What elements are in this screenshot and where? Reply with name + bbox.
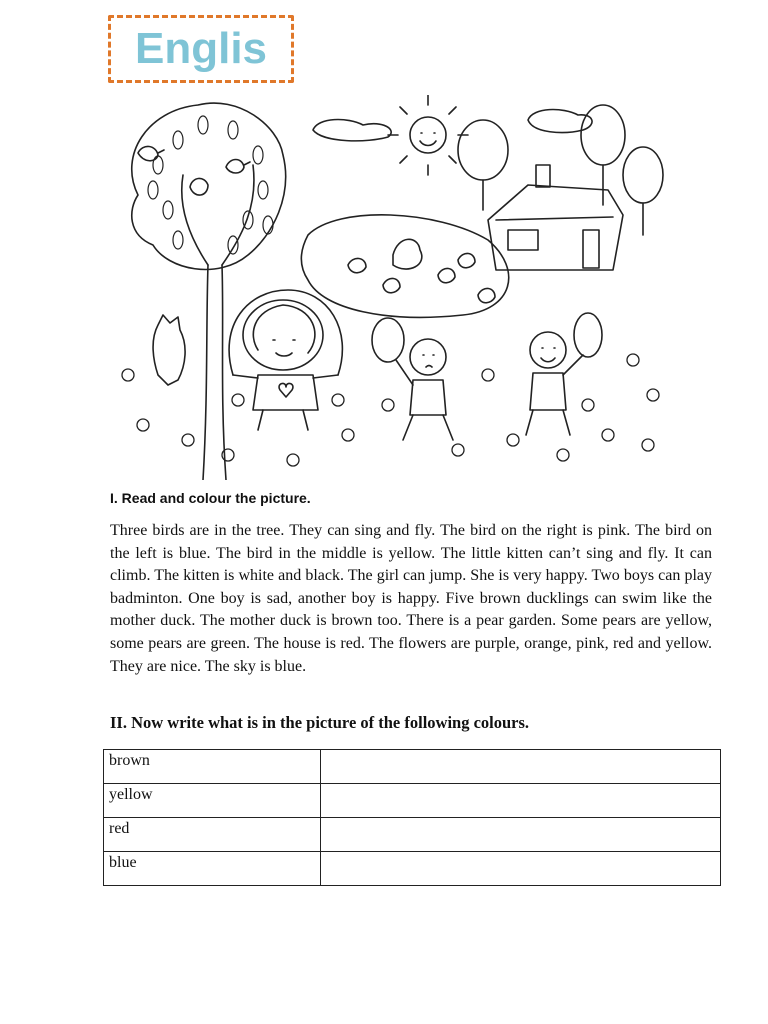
section1-heading: I. Read and colour the picture. bbox=[110, 490, 311, 506]
colour-cell: blue bbox=[104, 852, 321, 886]
tree-illustration bbox=[132, 103, 286, 480]
table-row bbox=[104, 750, 721, 784]
answer-cell[interactable] bbox=[321, 852, 721, 886]
pond-illustration bbox=[301, 215, 508, 317]
table-row bbox=[104, 818, 721, 852]
kitten-illustration bbox=[153, 315, 185, 385]
girl-illustration bbox=[229, 290, 342, 430]
colouring-picture bbox=[108, 95, 708, 480]
answer-cell[interactable] bbox=[321, 784, 721, 818]
section2-heading: II. Now write what is in the picture of the following colours. bbox=[110, 713, 530, 732]
table-row bbox=[104, 852, 721, 886]
colours-table bbox=[103, 749, 721, 886]
boy-left-illustration bbox=[372, 318, 453, 440]
colour-cell: yellow bbox=[104, 784, 321, 818]
answer-cell[interactable] bbox=[321, 818, 721, 852]
sun-illustration bbox=[388, 95, 468, 175]
pear-trees bbox=[458, 105, 663, 235]
colour-cell: red bbox=[104, 818, 321, 852]
boy-right-illustration bbox=[526, 313, 602, 435]
colour-cell: brown bbox=[104, 750, 321, 784]
worksheet-title: Englis bbox=[135, 24, 268, 73]
table-row bbox=[104, 784, 721, 818]
reading-paragraph: Three birds are in the tree. They can sing and fly. The bird on the right is pink. The bird on the left is blue. The bird in the middle is yellow. The little kitten can’t sing and fly. It can climb. The kitten is white and black. The girl can jump. She is very happy. Two boys can play badminton. One boy is sad, another boy is happy. Five brown ducklings can swim like the mother duck. The mother duck is brown too. There is a pear garden. Some pears are yellow, some pears are green. The house is red. The flowers are purple, orange, pink, red and yellow. They are nice. The sky is blue. bbox=[110, 522, 712, 675]
title-box bbox=[108, 15, 294, 83]
flowers-illustration bbox=[122, 354, 659, 466]
answer-cell[interactable] bbox=[321, 750, 721, 784]
